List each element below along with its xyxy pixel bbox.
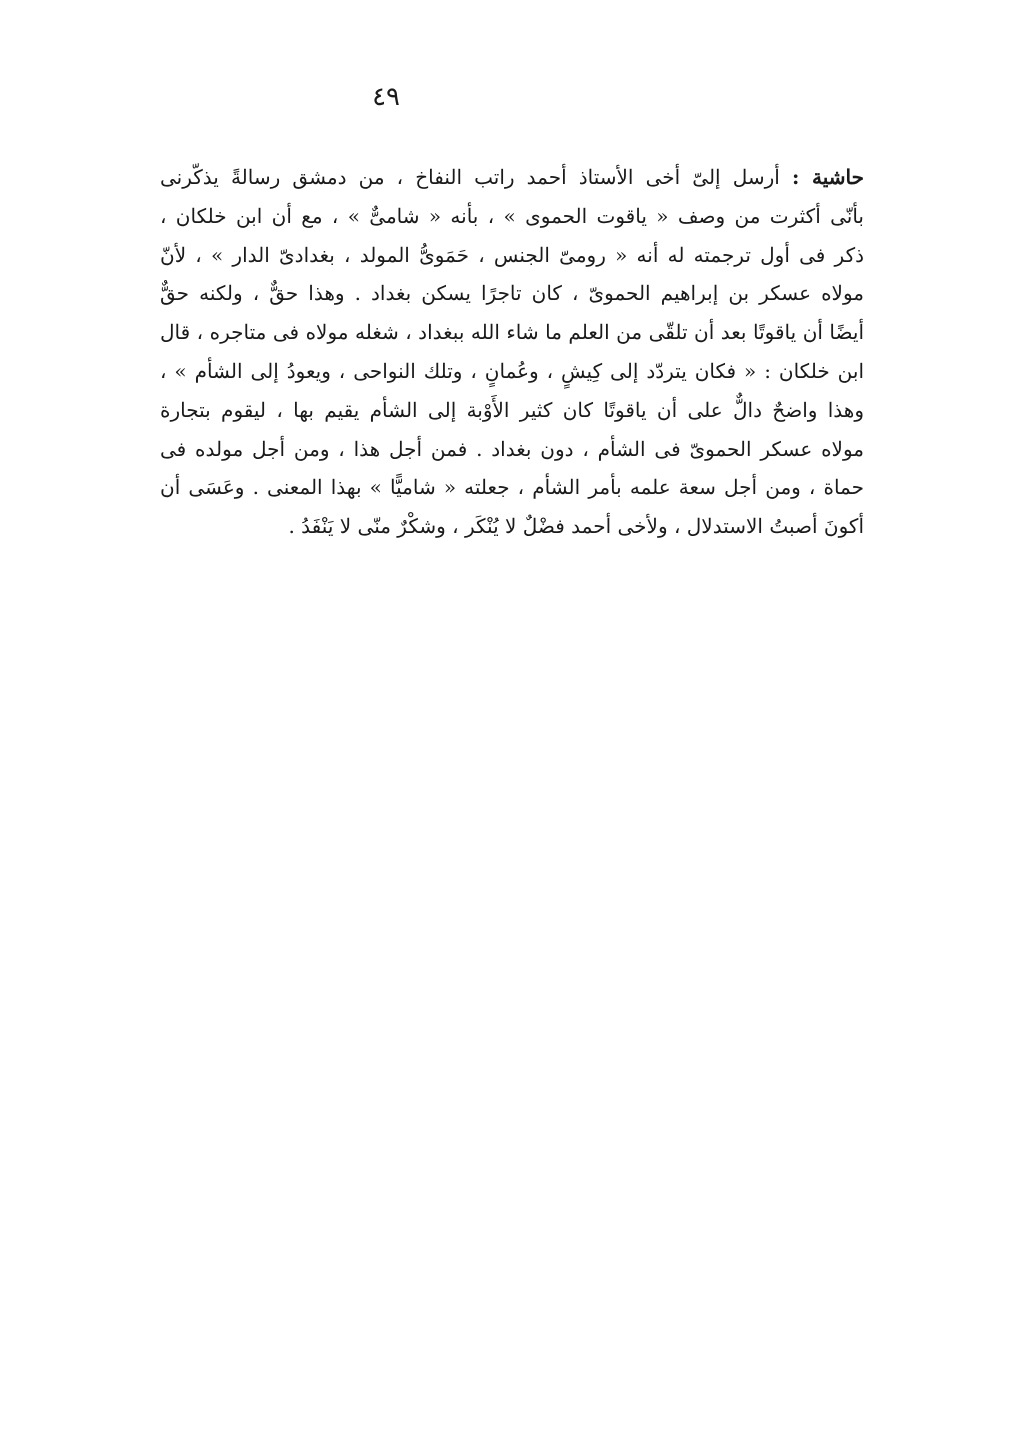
note-line-10: أكونَ أصبتُ الاستدلال ، ولأخى أحمد فضْلٌ لا يُنْكَر ، وشكْرٌ منّى لا يَنْفَدُ . <box>288 514 864 539</box>
note-line-text: أرسل إلىّ أخى الأستاذ أحمد راتب النفاخ ، من دمشق رسالةً يذكّرنى <box>160 165 780 189</box>
footnote-block <box>160 158 864 546</box>
note-line-3: ذكر فى أول ترجمته له أنه « رومىّ الجنس ، حَمَوىُّ المولد ، بغدادىّ الدار » ، لأنّ <box>160 242 864 267</box>
note-line-1 <box>160 158 864 197</box>
note-label: حاشية : <box>791 165 864 189</box>
note-line-9: حماة ، ومن أجل سعة علمه بأمر الشأم ، جعلته « شاميًّا » بهذا المعنى . وعَسَى أن <box>160 475 864 500</box>
note-line-6: ابن خلكان : « فكان يتردّد إلى كِيشٍ ، وعُمانٍ ، وتلك النواحى ، ويعودُ إلى الشأم » ، <box>160 358 864 383</box>
page-number: ٤٩ <box>372 82 400 112</box>
note-line-5: أيضًا أن ياقوتًا بعد أن تلقّى من العلم ما شاء الله ببغداد ، شغله مولاه فى متاجره ، قال <box>160 320 864 345</box>
note-line-7: وهذا واضحٌ دالٌّ على أن ياقوتًا كان كثير الأَوْبة إلى الشأم يقيم بها ، ليقوم بتجارة <box>160 397 864 422</box>
note-line-8: مولاه عسكر الحموىّ فى الشأم ، دون بغداد . فمن أجل هذا ، ومن أجل مولده فى <box>160 436 864 461</box>
note-line-4: مولاه عسكر بن إبراهيم الحموىّ ، كان تاجرًا يسكن بغداد . وهذا حقٌّ ، ولكنه حقٌّ <box>160 281 864 306</box>
note-line-2: بأنّى أكثرت من وصف « ياقوت الحموى » ، بأنه « شامىٌّ » ، مع أن ابن خلكان ، <box>160 203 864 228</box>
